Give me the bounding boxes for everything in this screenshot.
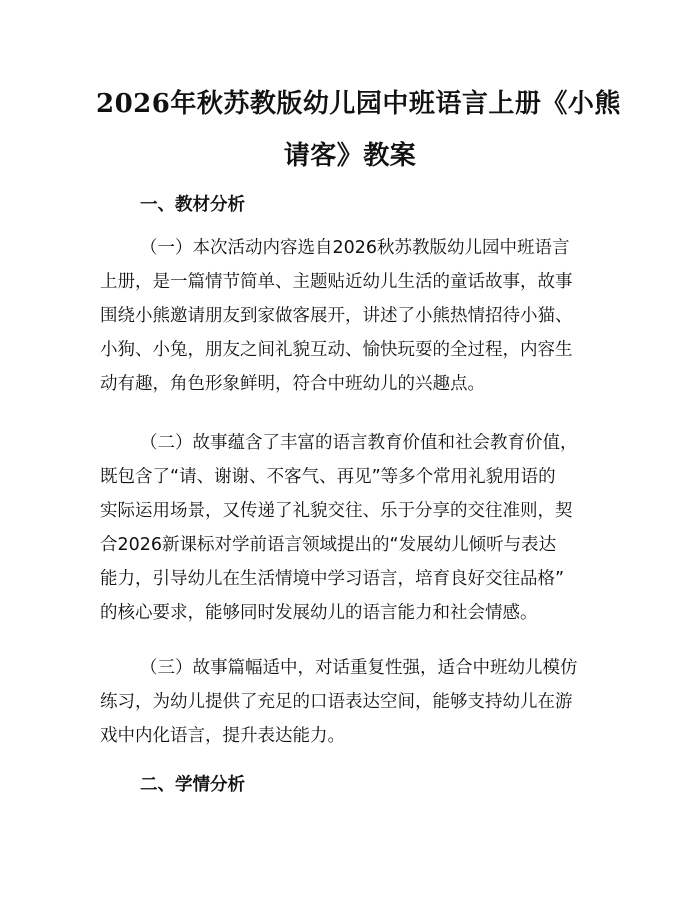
section-heading-textbook-analysis: 一、教材分析 [140, 195, 245, 215]
paragraph-line: 实际运用场景，又传递了礼貌交往、乐于分享的交往准则，契 [100, 501, 573, 521]
paragraph-line: 练习，为幼儿提供了充足的口语表达空间，能够支持幼儿在游 [100, 692, 573, 712]
paragraph-line: （三）故事篇幅适中，对话重复性强，适合中班幼儿模仿 [140, 658, 578, 678]
paragraph-line: 合2026新课标对学前语言领域提出的“发展幼儿倾听与表达 [100, 535, 557, 555]
document-title [96, 78, 621, 182]
paragraph-line: 上册，是一篇情节简单、主题贴近幼儿生活的童话故事，故事 [100, 272, 573, 292]
paragraph-line: 戏中内化语言，提升表达能力。 [100, 726, 345, 746]
paragraph-line: 动有趣，角色形象鲜明，符合中班幼儿的兴趣点。 [100, 374, 485, 394]
title-line: 请客》教案 [283, 141, 417, 171]
paragraph-line: 能力，引导幼儿在生活情境中学习语言，培育良好交往品格” [100, 569, 565, 589]
paragraph-line: 围绕小熊邀请朋友到家做客展开，讲述了小熊热情招待小猫、 [100, 306, 573, 326]
paragraph-1 [100, 231, 620, 401]
paragraph-line: （二）故事蕴含了丰富的语言教育价值和社会教育价值， [140, 433, 578, 453]
paragraph-line: 既包含了“请、谢谢、不客气、再见”等多个常用礼貌用语的 [100, 467, 556, 487]
paragraph-2 [100, 426, 620, 630]
paragraph-line: 小狗、小兔，朋友之间礼貌互动、愉快玩耍的全过程，内容生 [100, 340, 573, 360]
title-line: 2026年秋苏教版幼儿园中班语言上册《小熊 [96, 89, 621, 119]
section-heading-learner-analysis: 二、学情分析 [140, 775, 245, 795]
paragraph-line: （一）本次活动内容选自2026秋苏教版幼儿园中班语言 [140, 238, 570, 258]
paragraph-3 [100, 651, 620, 753]
paragraph-line: 的核心要求，能够同时发展幼儿的语言能力和社会情感。 [100, 603, 538, 623]
